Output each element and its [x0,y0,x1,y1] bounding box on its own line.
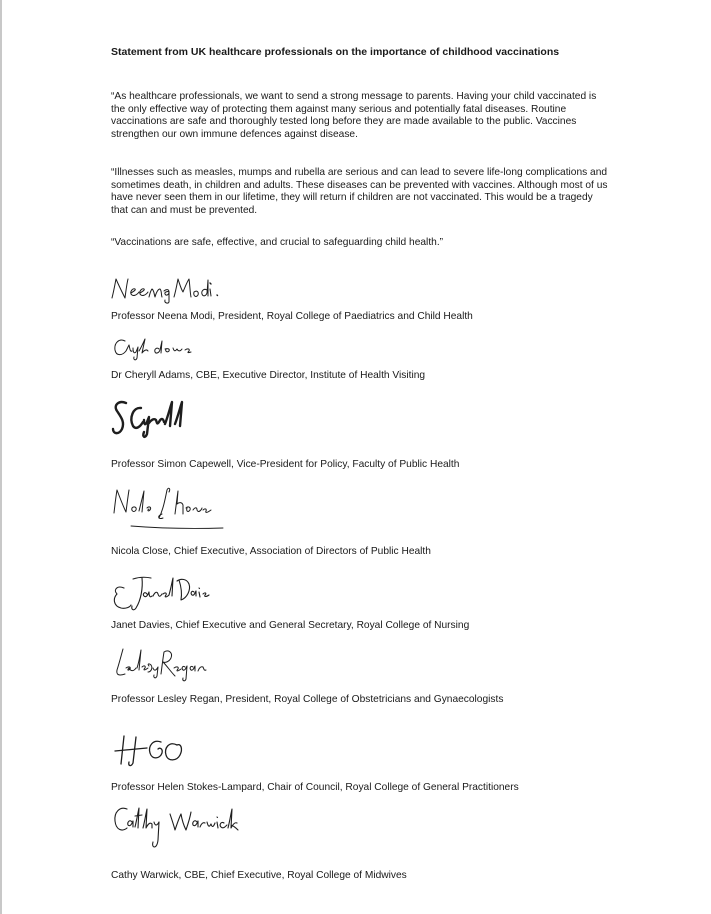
statement-paragraph-2: “Illnesses such as measles, mumps and rubella are serious and can lead to severe life-long complications and sometimes death, in children and adults. These diseases can be prevented with vaccines. Although most of us have never seen them in our lifetime, they will return if children are not vaccinated. This would be a tragedy that can and must be prevented. [111,167,608,216]
statement-title: Statement from UK healthcare professionals on the importance of childhood vaccinations [111,46,560,58]
statement-paragraph-1: “As healthcare professionals, we want to send a strong message to parents. Having your child vaccinated is the only effective way of protecting them against many serious and potentially fatal diseases. Routine vaccinations are safe and thoroughly tested long before they are made available to the public. Vaccines strengthen our own immune defences against disease. [111,91,597,140]
signature-cathy-warwick [111,804,241,854]
signature-cheryll-adams [111,337,211,361]
signature-lesley-regan [111,646,221,686]
statement-paragraph-3: “Vaccinations are safe, effective, and crucial to safeguarding child health.” [111,237,444,248]
signatory-name: Professor Simon Capewell, Vice-President for Policy, Faculty of Public Health [111,459,460,470]
signature-janet-davies [111,574,211,614]
signatory-name: Cathy Warwick, CBE, Chief Executive, Royal College of Midwives [111,870,407,881]
signatory-name: Nicola Close, Chief Executive, Association of Directors of Public Health [111,546,431,557]
signature-helen-stokes-lampard [111,733,201,769]
signatory-name: Professor Helen Stokes-Lampard, Chair of Council, Royal College of General Practitioners [111,782,519,793]
signatory-name: Janet Davies, Chief Executive and General Secretary, Royal College of Nursing [111,620,470,631]
signature-neena-modi [111,276,231,302]
signatory-name: Professor Neena Modi, President, Royal College of Paediatrics and Child Health [111,311,473,322]
signature-nicola-close [111,486,226,532]
page-edge [0,0,2,914]
signature-simon-capewell [111,398,201,440]
signatory-name: Dr Cheryll Adams, CBE, Executive Director, Institute of Health Visiting [111,370,426,381]
signatory-name: Professor Lesley Regan, President, Royal College of Obstetricians and Gynaecologists [111,694,504,705]
